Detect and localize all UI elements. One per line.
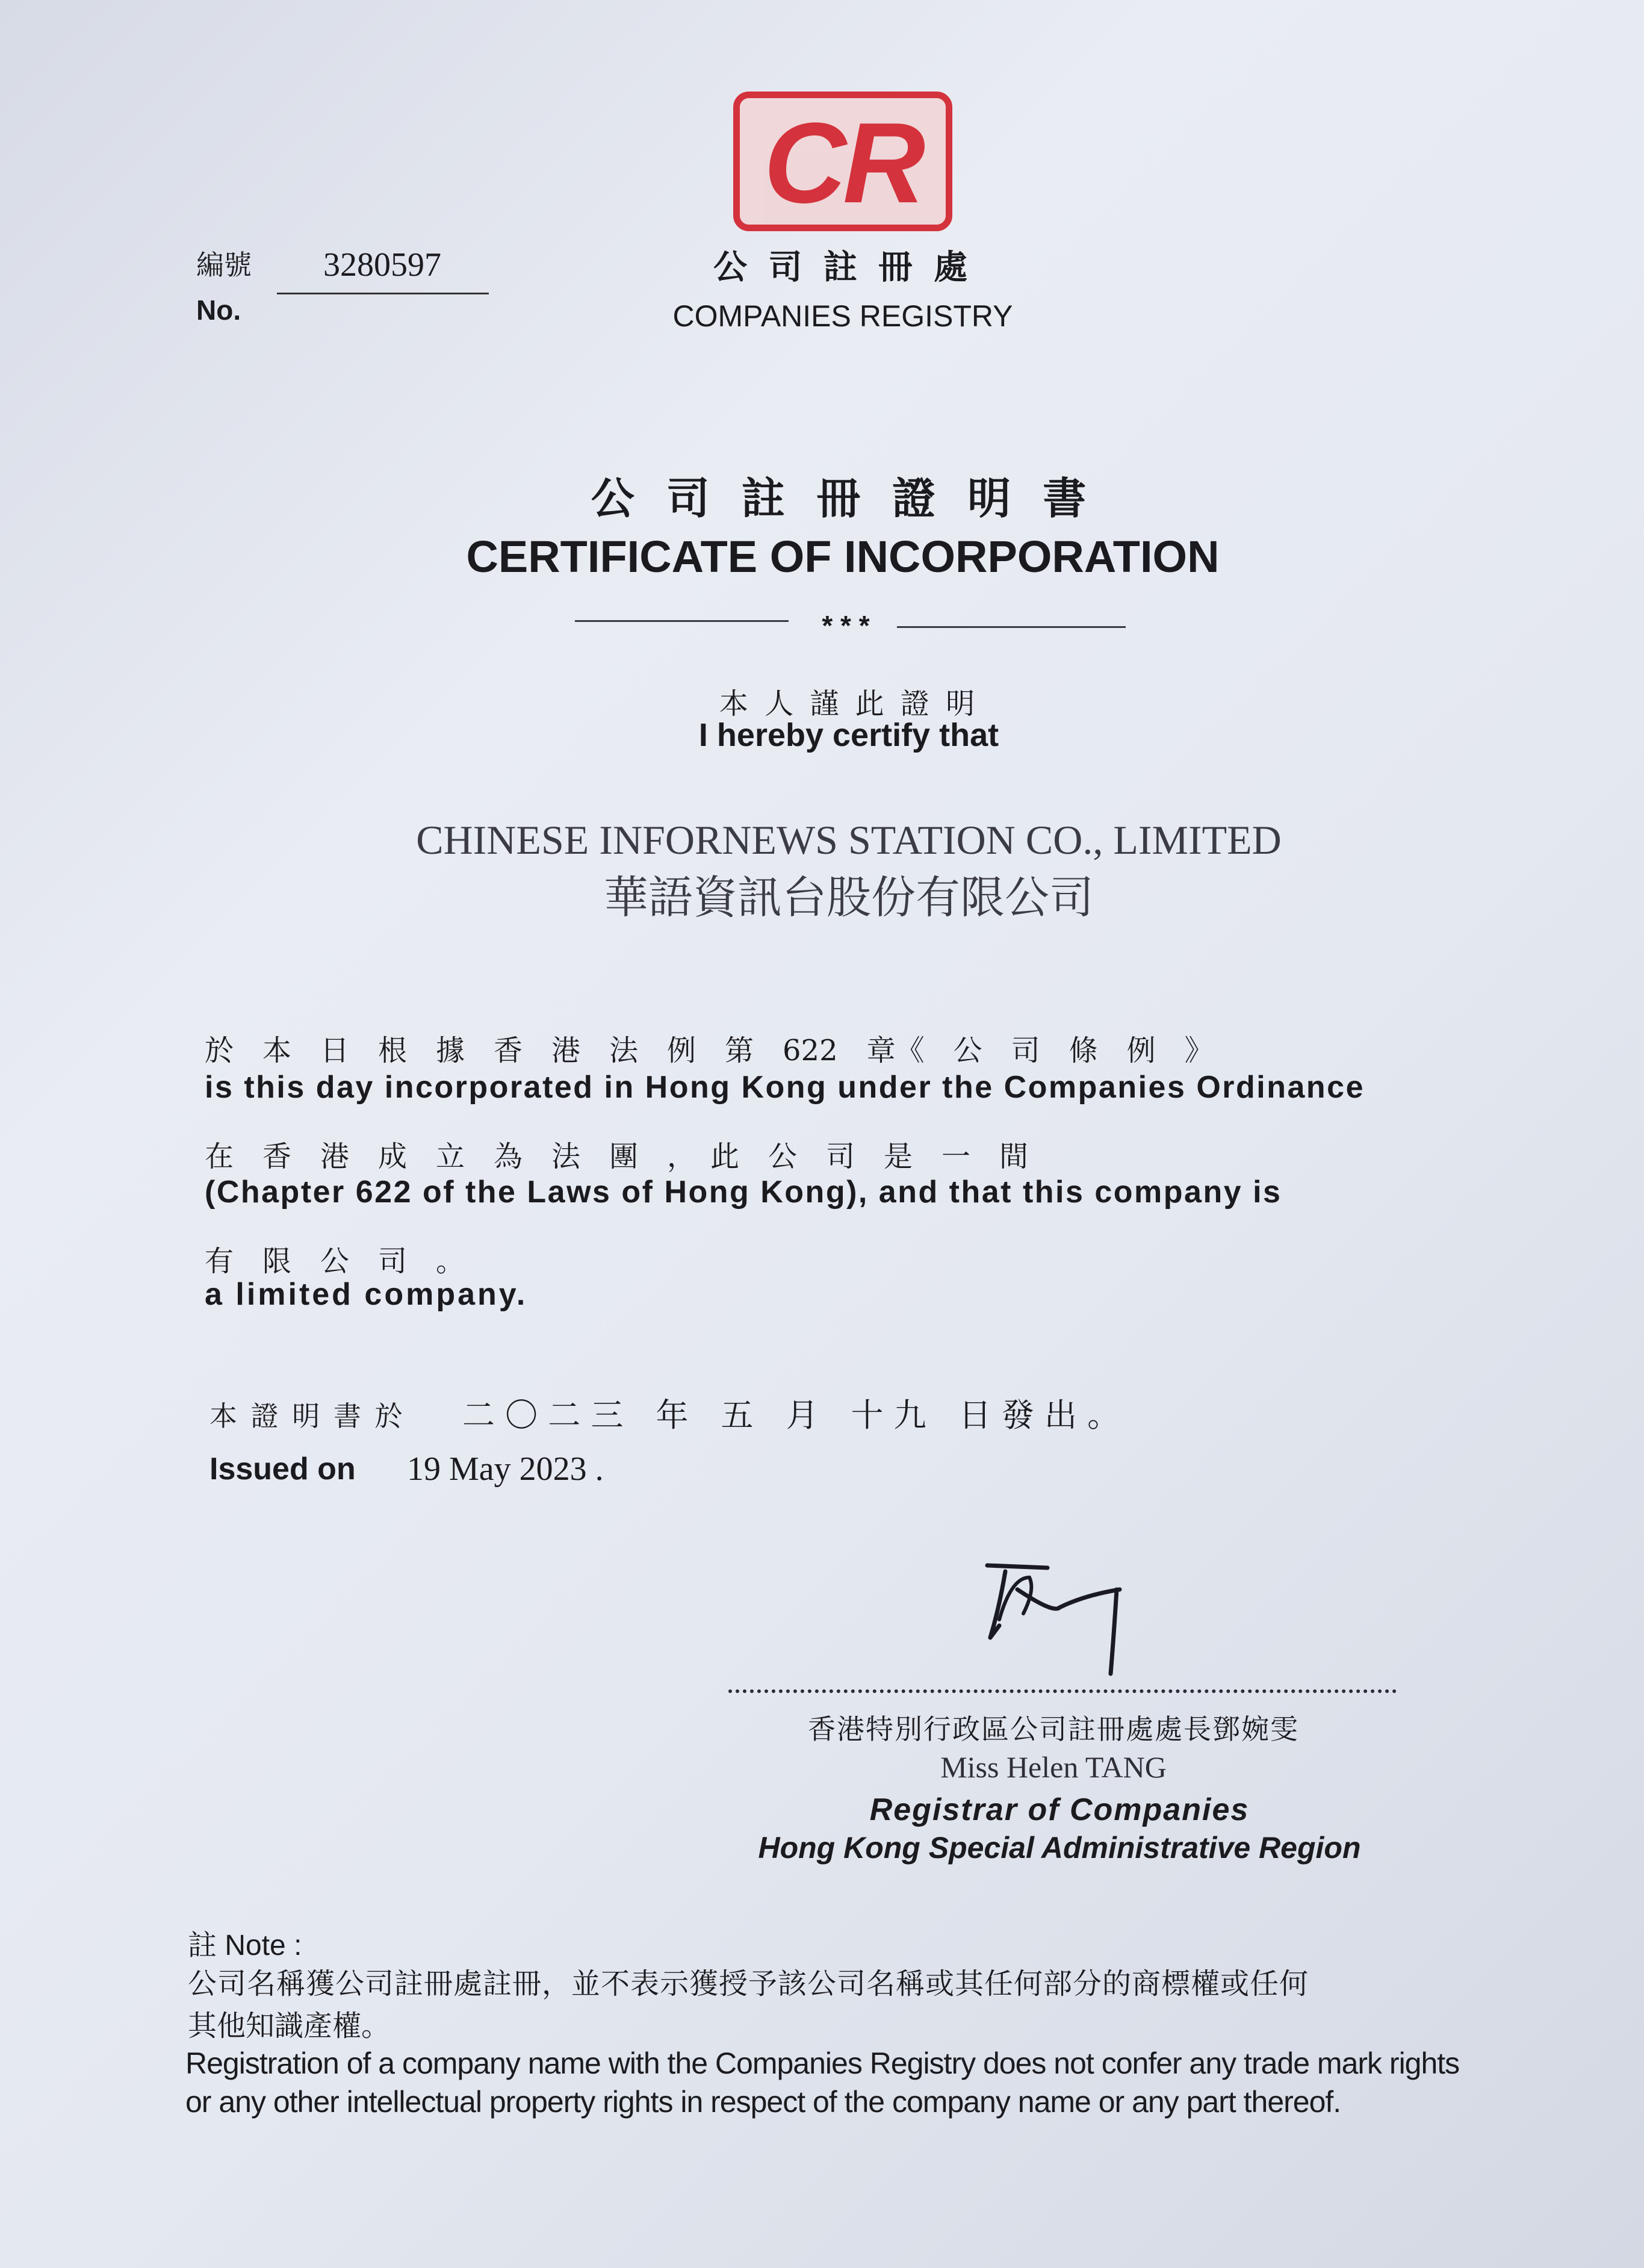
certify-cn: 本 人 謹 此 證 明 xyxy=(719,687,979,721)
body-line3-cn: 有 限 公 司 。 xyxy=(205,1244,465,1278)
body-line1-en: is this day incorporated in Hong Kong under the Companies Ordinance xyxy=(205,1070,1365,1105)
issued-date-en: 19 May 2023 . xyxy=(407,1450,604,1488)
divider-stars: * * * xyxy=(822,610,870,641)
body-line3-en: a limited company. xyxy=(205,1277,528,1312)
registry-name-en: COMPANIES REGISTRY xyxy=(672,299,1013,333)
note-cn-line1: 公司名稱獲公司註冊處註冊，並不表示獲授予該公司名稱或其任何部分的商標權或任何 xyxy=(188,1967,1309,2001)
signature-line xyxy=(728,1689,1397,1693)
body-line2-en: (Chapter 622 of the Laws of Hong Kong), and that this company is xyxy=(205,1175,1282,1210)
companies-registry-logo xyxy=(733,92,952,231)
signatory-name: Miss Helen TANG xyxy=(940,1750,1167,1784)
signatory-role2: Hong Kong Special Administrative Region xyxy=(758,1831,1361,1865)
signatory-title-cn: 香港特別行政區公司註冊處處長鄧婉雯 xyxy=(808,1713,1299,1745)
note-cn-line2: 其他知識產權。 xyxy=(188,2009,391,2043)
logo-text: CR xyxy=(763,99,922,227)
signatory-role1: Registrar of Companies xyxy=(869,1792,1250,1827)
number-underline xyxy=(277,293,489,294)
certificate-title-en: CERTIFICATE OF INCORPORATION xyxy=(466,532,1220,582)
number-label-en: No. xyxy=(196,294,241,326)
divider-right xyxy=(897,626,1126,628)
company-name-cn: 華語資訊台股份有限公司 xyxy=(604,872,1094,924)
note-en-line2: or any other intellectual property rights in respect of the company name or any part thereof. xyxy=(185,2085,1341,2119)
certificate-number: 3280597 xyxy=(323,246,441,284)
registry-name-cn: 公 司 註 冊 處 xyxy=(713,247,972,287)
divider-left xyxy=(575,620,789,622)
body-line1-cn: 於 本 日 根 據 香 港 法 例 第 622 章《 公 司 條 例 》 xyxy=(205,1034,1214,1067)
certificate-title-cn: 公 司 註 冊 證 明 書 xyxy=(591,473,1095,524)
number-label-cn: 編號 xyxy=(196,249,252,281)
certify-en: I hereby certify that xyxy=(698,717,999,753)
registrar-signature xyxy=(963,1553,1144,1686)
issued-label-en: Issued on xyxy=(209,1452,356,1487)
note-label: 註 Note : xyxy=(188,1930,302,1962)
issued-cn-prefix: 本 證 明 書 於 xyxy=(209,1400,405,1432)
body-line2-cn: 在 香 港 成 立 為 法 團 ， 此 公 司 是 一 間 xyxy=(205,1140,1029,1173)
note-en-line1: Registration of a company name with the Companies Registry does not confer any trade mark rights xyxy=(185,2046,1460,2080)
issued-cn-date: 二 〇 二 三 年 五 月 十 九 日 發 出 。 xyxy=(462,1396,1120,1434)
company-name-en: CHINESE INFORNEWS STATION CO., LIMITED xyxy=(416,817,1282,863)
